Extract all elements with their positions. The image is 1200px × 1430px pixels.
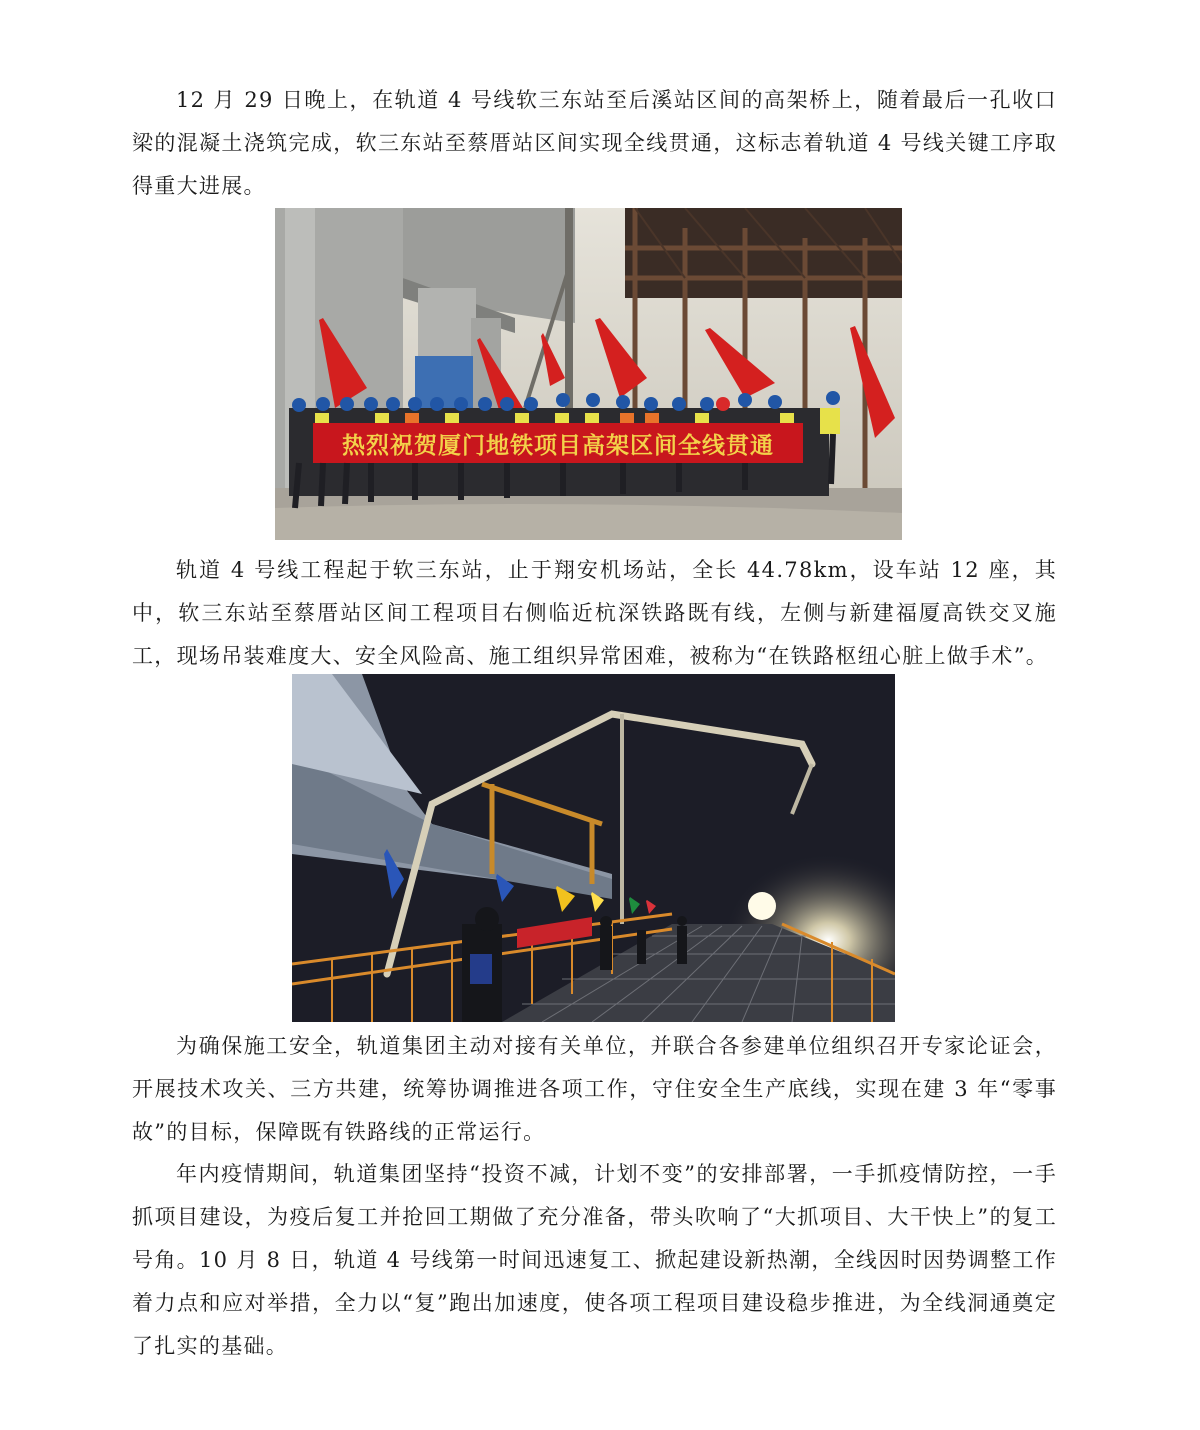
paragraph-3: 为确保施工安全，轨道集团主动对接有关单位，并联合各参建单位组织召开专家论证会，开展技术攻关、三方共建，统筹协调推进各项工作，守住安全生产底线，实现在建 3 年“零事故”的目标，保障既有铁路线的正常运行。 <box>132 1034 1057 1144</box>
paragraph-1: 12 月 29 日晚上，在轨道 4 号线软三东站至后溪站区间的高架桥上，随着最后一孔收口梁的混凝土浇筑完成，软三东站至蔡厝站区间实现全线贯通，这标志着轨道 4 号线关键工序取得重大进展。 <box>132 88 1057 198</box>
photo-crew-with-banner <box>275 208 902 540</box>
photo-night-illustration <box>292 674 895 1022</box>
banner-text: 热烈祝贺厦门地铁项目高架区间全线贯通 <box>342 433 774 459</box>
photo-night-construction <box>292 674 895 1022</box>
paragraph-2: 轨道 4 号线工程起于软三东站，止于翔安机场站，全长 44.78km，设车站 12 座，其中，软三东站至蔡厝站区间工程项目右侧临近杭深铁路既有线，左侧与新建福厦高铁交叉施工，现场吊装难度大、安全风险高、施工组织异常困难，被称为“在铁路枢纽心脏上做手术”。 <box>132 558 1057 668</box>
photo-crew-illustration <box>275 208 902 540</box>
paragraph-4: 年内疫情期间，轨道集团坚持“投资不减，计划不变”的安排部署，一手抓疫情防控，一手抓项目建设，为疫后复工并抢回工期做了充分准备，带头吹响了“大抓项目、大干快上”的复工号角。10 月 8 日，轨道 4 号线第一时间迅速复工、掀起建设新热潮，全线因时因势调整工作着力点和应对举措，全力以“复”跑出加速度，使各项工程项目建设稳步推进，为全线洞通奠定了扎实的基础。 <box>132 1162 1057 1358</box>
